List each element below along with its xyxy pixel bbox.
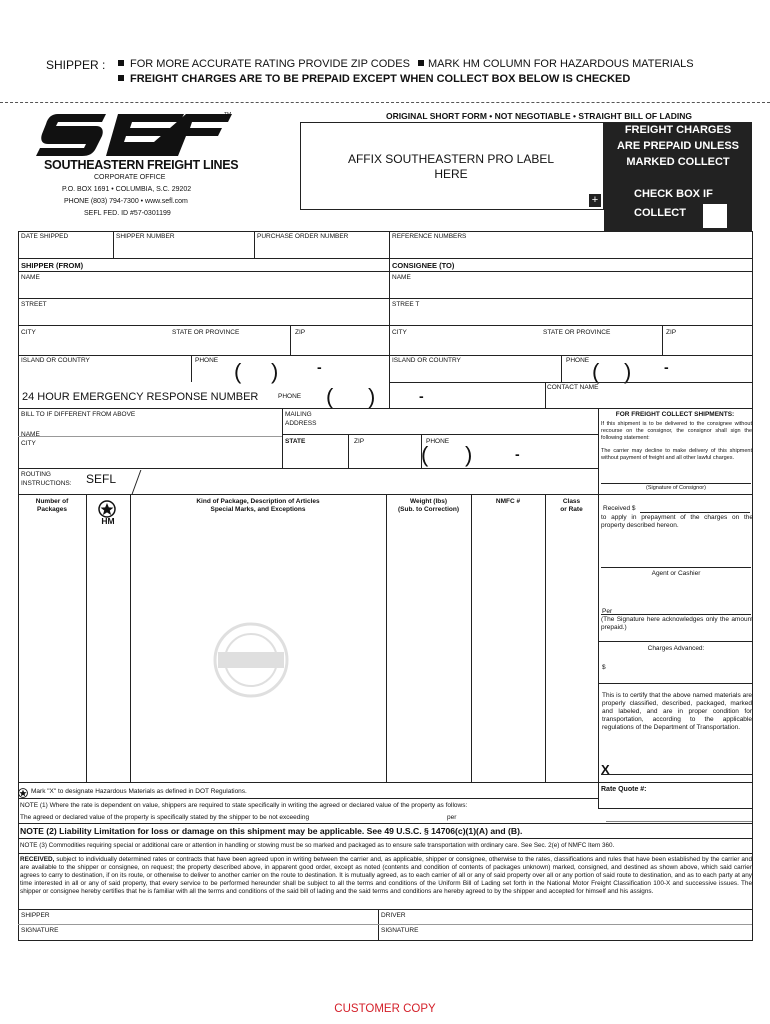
bill-to-city-input[interactable] [20, 449, 280, 466]
agent-signature-input[interactable] [601, 545, 751, 567]
header-hm-note: MARK HM COLUMN FOR HAZARDOUS MATERIALS [427, 58, 694, 70]
form-type-not-negotiable: NOT NEGOTIABLE [494, 111, 571, 121]
mailing-address-input[interactable] [330, 412, 596, 432]
close-paren: ) [624, 359, 632, 384]
received-terms-bold: RECEIVED, [20, 856, 55, 863]
date-shipped-input[interactable] [20, 242, 112, 257]
rule [18, 853, 752, 854]
driver-label: DRIVER [381, 912, 406, 919]
rule [348, 434, 349, 468]
col-class-header-2: or Rate [560, 506, 583, 513]
rule [598, 641, 752, 642]
rule [598, 808, 752, 809]
per-note: (The Signature here acknowledges only the amount prepaid.) [601, 616, 753, 631]
driver-name-input[interactable] [420, 910, 750, 923]
mailing-address-label-1: MAILING [285, 411, 312, 418]
routing-slash [132, 470, 143, 494]
bill-to-phone-label: PHONE [426, 438, 450, 445]
rule [282, 408, 283, 468]
rule [18, 838, 752, 839]
col-hm-header: HM [101, 516, 115, 526]
header-prepaid-note: FREIGHT CHARGES ARE TO BE PREPAID EXCEPT WHEN COLLECT BOX BELOW IS CHECKED [130, 73, 631, 85]
shipper-state-label: STATE OR PROVINCE [172, 329, 240, 336]
col-class-header-1: Class [562, 498, 581, 505]
freight-charges-line-2: ARE PREPAID UNLESS [616, 140, 740, 152]
shipper-street-input[interactable] [20, 310, 388, 324]
header-line-2 [118, 73, 630, 85]
rule [18, 231, 752, 232]
rule [18, 468, 598, 469]
header-shipper-label: SHIPPER : [46, 58, 106, 72]
rule [18, 494, 598, 495]
close-paren: ) [271, 359, 279, 384]
form-type-original: ORIGINAL SHORT FORM [386, 111, 487, 121]
note-3: NOTE (3) Commodities requiring special or additional care or attention in handling or stowing must be so marked and packaged as to ensure safe transportation with ordinary care. See Sec. 2(e) of NMFC Item 360. [20, 842, 615, 849]
phone-dash: - [664, 359, 669, 375]
consignor-signature-input[interactable] [601, 468, 751, 483]
rule [18, 298, 752, 299]
bullet-icon [118, 60, 124, 66]
rule [386, 494, 387, 782]
bill-to-city-label: CITY [21, 440, 36, 447]
shipper-signature-input[interactable] [70, 925, 376, 938]
bullet-icon [418, 60, 424, 66]
rule [18, 782, 598, 783]
shipper-certify-signature-input[interactable] [612, 762, 750, 774]
hm-input[interactable] [88, 530, 128, 780]
close-paren: ) [465, 442, 473, 467]
watermark-seal-icon [196, 620, 306, 700]
check-box-label-2: COLLECT [634, 207, 686, 219]
col-kind-header-1: Kind of Package, Description of Articles [196, 498, 320, 505]
bullet-dot-icon: • [489, 111, 493, 121]
phone-dash: - [515, 446, 520, 462]
company-office: CORPORATE OFFICE [94, 174, 166, 181]
shipper-zip-input[interactable] [292, 338, 388, 354]
shipper-from-title: SHIPPER (FROM) [21, 261, 84, 270]
dollar-label: $ [602, 664, 606, 671]
hazmat-star-icon [18, 785, 28, 795]
routing-input[interactable] [146, 471, 596, 493]
bullet-icon [118, 75, 124, 81]
bill-to-state-label: STATE [285, 438, 306, 445]
col-kind-header-2: Special Marks, and Exceptions [210, 506, 306, 513]
freight-charges-line-3: MARKED COLLECT [626, 156, 730, 168]
rule [86, 494, 87, 782]
rule [598, 494, 752, 495]
shipper-phone-input[interactable] [193, 366, 388, 381]
rule [254, 231, 255, 258]
weight-input[interactable] [388, 520, 469, 780]
po-number-label: PURCHASE ORDER NUMBER [257, 233, 349, 240]
rate-quote-input[interactable] [601, 797, 751, 807]
shipper-name-sig-input[interactable] [60, 910, 376, 923]
rule [601, 567, 751, 568]
consignee-phone-input[interactable] [563, 366, 751, 381]
rule [130, 494, 131, 782]
consignee-name-label: NAME [392, 274, 411, 281]
check-box-label-1: CHECK BOX IF [634, 188, 713, 200]
pro-label-box [300, 122, 604, 210]
col-weight-header-2: (Sub. to Correction) [397, 506, 460, 513]
consignee-country-label: ISLAND OR COUNTRY [392, 357, 461, 364]
apply-text: to apply in prepayment of the charges on the property described hereon. [601, 514, 753, 529]
sefl-logo-icon [36, 110, 232, 160]
consignee-city-label: CITY [392, 329, 407, 336]
po-number-input[interactable] [256, 242, 388, 257]
company-address: P.O. BOX 1691 • COLUMBIA, S.C. 29202 [62, 186, 192, 193]
freight-charges-line-1: FREIGHT CHARGES [624, 124, 732, 136]
x-mark: X [601, 762, 610, 777]
per-input[interactable] [618, 606, 750, 614]
bill-to-phone-input[interactable] [430, 447, 596, 466]
open-paren: ( [326, 384, 334, 409]
rule [290, 325, 291, 355]
rule [113, 231, 114, 258]
consignee-city-input[interactable] [391, 338, 661, 354]
mailing-address-label-2: ADDRESS [285, 420, 317, 427]
rule [752, 231, 753, 940]
charges-advanced-input[interactable] [610, 658, 750, 676]
shipper-city-input[interactable] [20, 338, 288, 354]
rate-quote-label: Rate Quote #: [601, 786, 647, 793]
hazmat-note: Mark "X" to designate Hazardous Materials as defined in DOT Regulations. [31, 788, 247, 795]
pro-label-text-2: HERE [434, 167, 468, 181]
shipper-city-label: CITY [21, 329, 36, 336]
consignee-street-input[interactable] [391, 310, 751, 324]
bill-to-state-input[interactable] [284, 447, 346, 466]
company-phone: PHONE (803) 794-7300 • www.sefl.com [64, 198, 188, 205]
driver-signature-label: SIGNATURE [381, 927, 419, 934]
consignee-street-label: STREE T [392, 301, 420, 308]
agreed-per-text: per [447, 814, 457, 821]
rule [471, 494, 472, 782]
charges-advanced-label: Charges Advanced: [647, 645, 705, 652]
customer-copy-label: CUSTOMER COPY [334, 1003, 436, 1015]
consignee-zip-label: ZIP [666, 329, 677, 336]
routing-label-2: INSTRUCTIONS: [21, 480, 72, 487]
collect-shipments-title: FOR FREIGHT COLLECT SHIPMENTS: [615, 411, 735, 418]
received-amount-input[interactable] [640, 502, 750, 513]
rule [18, 823, 752, 824]
dashed-separator [0, 102, 770, 103]
rule [598, 408, 599, 808]
packages-input[interactable] [20, 520, 84, 780]
rule [545, 494, 546, 782]
agreed-value-text: The agreed or declared value of the property is specifically stated by the shipper to be not exceeding [20, 814, 310, 821]
ref-numbers-input[interactable] [391, 242, 751, 257]
phone-dash: - [317, 359, 322, 375]
consignee-phone-label: PHONE [566, 357, 590, 364]
shipper-number-input[interactable] [115, 242, 253, 257]
shipper-name-input[interactable] [20, 283, 388, 297]
consignee-zip-input[interactable] [664, 338, 751, 354]
note-2: NOTE (2) Liability Limitation for loss or damage on this shipment may be applicable. See 49 U.S.C. § 14706(c)(1)(A) and (B). [20, 826, 523, 836]
collect-text-1: If this shipment is to be delivered to the consignee without recourse on the consignor, the consignor shall sign the following statement: [601, 421, 752, 441]
signature-consignor-label: (Signature of Consignor) [646, 485, 706, 491]
consignee-name-input[interactable] [391, 283, 751, 297]
routing-label-1: ROUTING [21, 471, 51, 478]
rule [389, 382, 752, 383]
consignee-state-label: STATE OR PROVINCE [543, 329, 611, 336]
shipper-name-label: NAME [21, 274, 40, 281]
emergency-phone-input[interactable] [300, 384, 540, 409]
agent-cashier-label: Agent or Cashier [651, 570, 701, 577]
sefl-logo [36, 110, 232, 160]
open-paren: ( [421, 442, 429, 467]
rule [18, 258, 752, 259]
driver-signature-input[interactable] [430, 925, 750, 938]
note-1: NOTE (1) Where the rate is dependent on value, shippers are required to state specifically in writing the agreed or declared value of the property as follows: [20, 802, 468, 809]
phone-dash: - [419, 388, 424, 404]
emergency-label: 24 HOUR EMERGENCY RESPONSE NUMBER [22, 391, 259, 403]
rule [18, 436, 282, 437]
nmfc-input[interactable] [473, 520, 543, 780]
rule [598, 683, 752, 684]
ref-numbers-label: REFERENCE NUMBERS [392, 233, 467, 240]
rule [18, 798, 598, 799]
col-packages-header-1: Number of [35, 498, 69, 505]
shipper-zip-label: ZIP [295, 329, 306, 336]
bill-to-zip-input[interactable] [350, 447, 419, 466]
rule [601, 483, 751, 484]
received-label: Received $ [603, 505, 636, 512]
form-type-line [386, 111, 692, 121]
shipper-country-input[interactable] [20, 366, 190, 381]
shipper-number-label: SHIPPER NUMBER [116, 233, 175, 240]
bill-to-name-input[interactable] [20, 420, 280, 434]
rule [282, 434, 598, 435]
collect-checkbox[interactable] [703, 204, 727, 228]
declared-value-input[interactable] [366, 813, 446, 822]
rule [191, 355, 192, 382]
shipper-street-label: STREET [21, 301, 47, 308]
col-nmfc-header: NMFC # [495, 498, 521, 505]
bullet-dot-icon: • [573, 111, 577, 121]
rule [606, 821, 752, 822]
bill-to-name-label: NAME [21, 431, 40, 438]
rule [662, 325, 663, 355]
header-zip-note: FOR MORE ACCURATE RATING PROVIDE ZIP CODES [130, 58, 410, 70]
header-line-1 [118, 58, 694, 70]
date-shipped-label: DATE SHIPPED [21, 233, 69, 240]
company-fed-id: SEFL FED. ID #57-0301199 [84, 210, 171, 217]
contact-name-input[interactable] [547, 393, 751, 407]
rule [18, 408, 752, 409]
shipper-country-label: ISLAND OR COUNTRY [21, 357, 90, 364]
form-type-straight: STRAIGHT BILL OF LADING [578, 111, 693, 121]
pro-label-text-1: AFFIX SOUTHEASTERN PRO LABEL [347, 152, 555, 166]
close-paren: ) [368, 384, 376, 409]
consignee-to-title: CONSIGNEE (TO) [392, 261, 455, 270]
rule [598, 782, 752, 783]
trademark: TM [224, 112, 232, 118]
rule [561, 355, 562, 382]
bill-to-zip-label: ZIP [354, 438, 365, 445]
routing-value: SEFL [86, 472, 117, 486]
contact-name-label: CONTACT NAME [547, 384, 599, 391]
class-input[interactable] [547, 520, 596, 780]
open-paren: ( [592, 359, 600, 384]
rule [18, 231, 19, 940]
received-terms-text: subject to individually determined rates or contracts that have been agreed upon in writing between the carrier and, as applicable, shipper or consignee, otherwise to the rates, classifications and rules that have been established by the carrier and are available to the shipper or consignee, on request; the property described above, in apparent good order, except as noted (contents and condition of contents of packages unknown) marked, consigned, and destined as shown above, which said carrier agrees to carry to destination, if on its route, or otherwise to deliver to another carrier on the route to destination. It is mutually agreed, as to each carrier of all or any of said property over all or any portion of said route to destination, and as to each party at any time interested in all or any of said property, that every service to be performed hereunder shall be subject to all the terms and conditions of the Uniform Bill of Lading set forth in the National Motor Freight Classification 100-X and successive issues. The shipper or consignee hereby certifies that he is familiar with all the terms and conditions of the said bill of lading and the said terms and conditions are hereby agreed to by the shipper and accepted for himself and his assigns. [20, 856, 752, 895]
rule [545, 382, 546, 408]
consignee-country-input[interactable] [391, 366, 560, 381]
rule [18, 355, 752, 356]
rule [18, 325, 752, 326]
shipper-sig-label: SHIPPER [21, 912, 50, 919]
collect-text-2: The carrier may decline to make delivery of this shipment without payment of freight and all other lawful charges. [601, 448, 752, 461]
pro-plus-icon: + [589, 194, 601, 207]
shipper-phone-label: PHONE [195, 357, 219, 364]
rule [601, 614, 751, 615]
col-packages-header-2: Packages [37, 506, 67, 513]
shipper-signature-label: SIGNATURE [21, 927, 59, 934]
bill-to-label: BILL TO IF DIFFERENT FROM ABOVE [21, 411, 136, 418]
rule [601, 774, 752, 775]
emergency-phone-label: PHONE [278, 393, 302, 400]
received-terms [20, 856, 752, 896]
col-weight-header-1: Weight (lbs) [409, 498, 448, 505]
per-label: Per [602, 608, 613, 615]
certify-text: This is to certify that the above named materials are properly classified, described, packaged, marked and labeled, and are in proper condition for transportation, according to the applicable regulations of the Department of Transportation. [602, 692, 752, 731]
declared-per-input[interactable] [462, 813, 594, 822]
company-name: SOUTHEASTERN FREIGHT LINES [44, 158, 239, 172]
rule [18, 271, 752, 272]
open-paren: ( [234, 359, 242, 384]
